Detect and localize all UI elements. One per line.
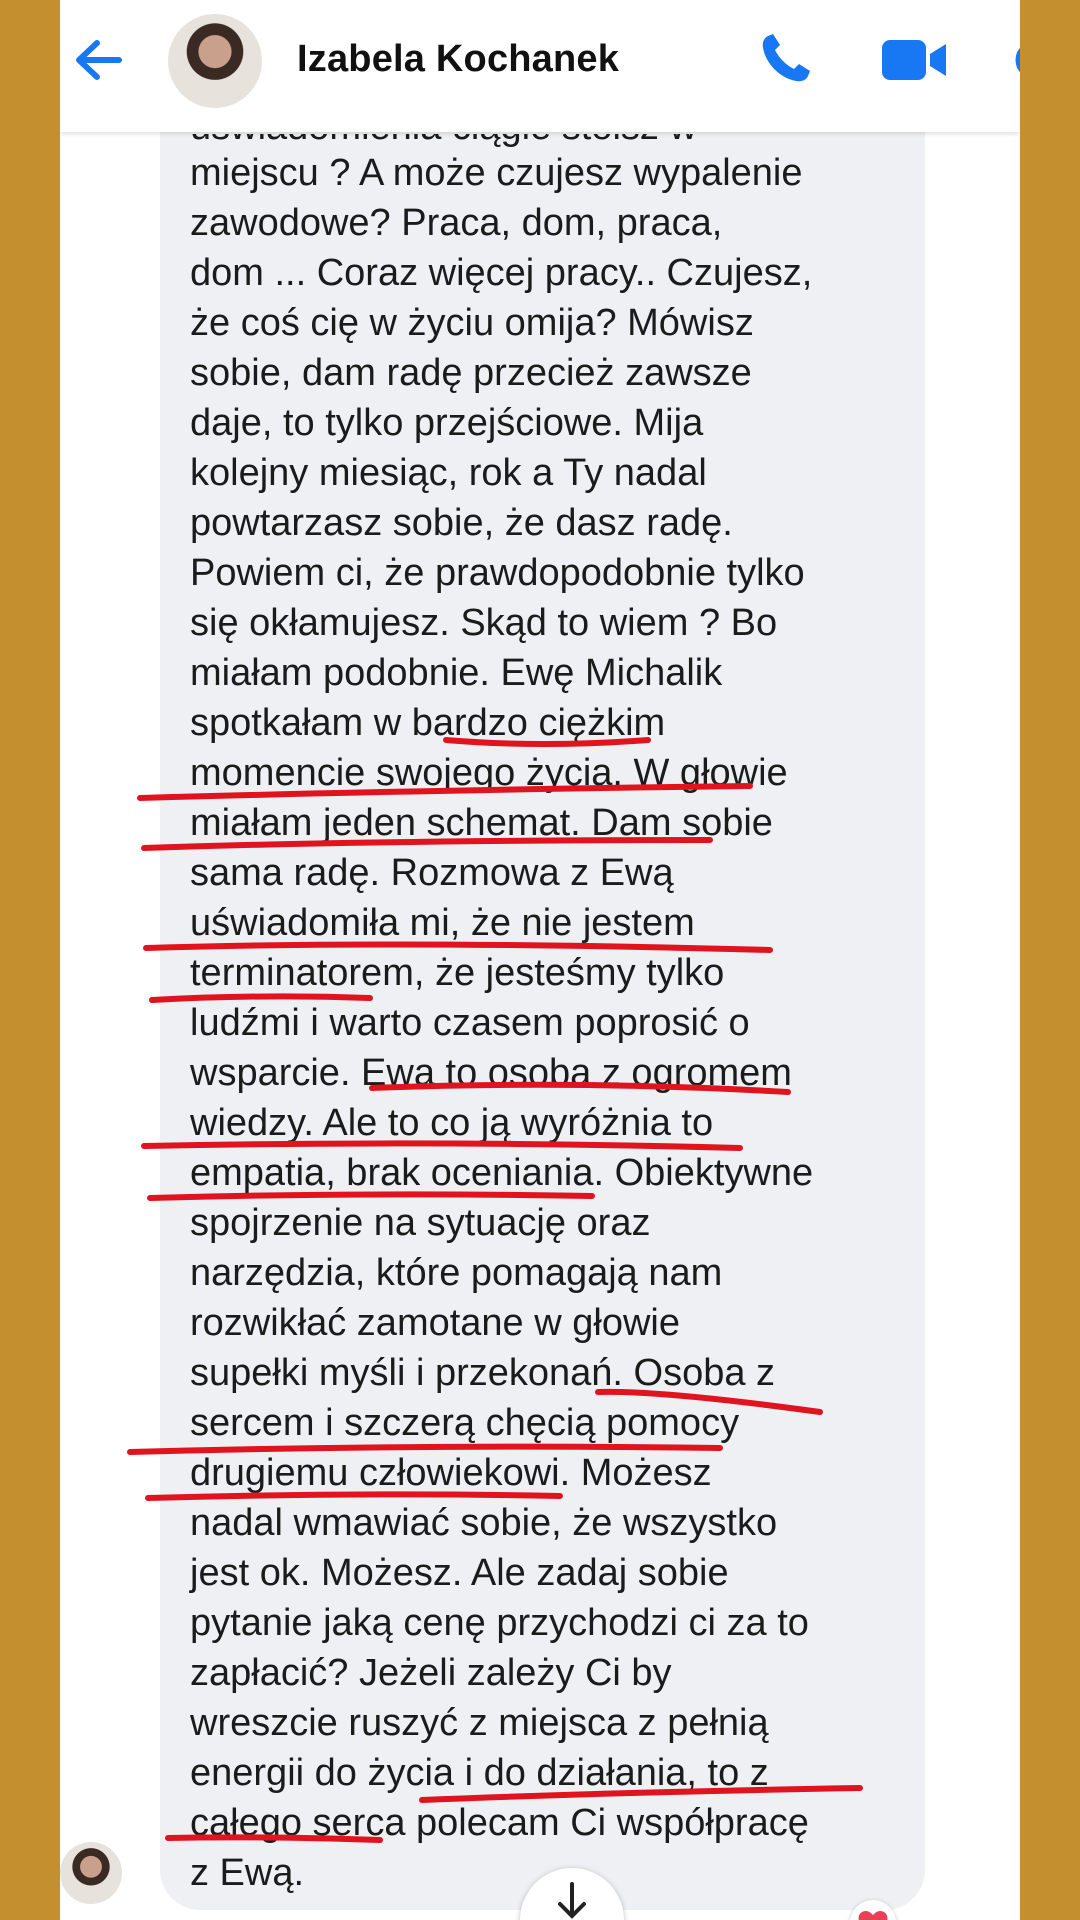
message-line: zapłacić? Jeżeli zależy Ci by	[190, 1652, 672, 1694]
reaction-badge[interactable]	[850, 1900, 896, 1920]
message-line: kolejny miesiąc, rok a Ty nadal	[190, 452, 707, 494]
message-line: ludźmi i warto czasem poprosić o	[190, 1002, 750, 1044]
video-call-button[interactable]	[880, 34, 950, 86]
message-line: jest ok. Możesz. Ale zadaj sobie	[190, 1552, 729, 1594]
arrow-down-icon	[552, 1880, 592, 1920]
message-line: z Ewą.	[190, 1852, 305, 1894]
message-line: że coś cię w życiu omija? Mówisz	[190, 302, 754, 344]
message-line: supełki myśli i przekonań. Osoba z	[190, 1352, 776, 1394]
message-line: miałam jeden schemat. Dam sobie	[190, 802, 773, 844]
message-line: wreszcie ruszyć z miejsca z pełnią	[190, 1702, 769, 1744]
info-button[interactable]	[1004, 40, 1020, 80]
message-line: nadal wmawiać sobie, że wszystko	[190, 1502, 778, 1544]
message-line: wiedzy. Ale to co ją wyróżnia to	[190, 1102, 714, 1144]
message-line: pytanie jaką cenę przychodzi ci za to	[190, 1602, 809, 1644]
message-line: sama radę. Rozmowa z Ewą	[190, 852, 674, 894]
info-icon	[1004, 40, 1020, 80]
contact-name[interactable]: Izabela Kochanek	[297, 38, 620, 80]
message-line: energii do życia i do działania, to z	[190, 1752, 769, 1794]
message-line: uświadomiła mi, że nie jestem	[190, 902, 695, 944]
message-line: daje, to tylko przejściowe. Mija	[190, 402, 704, 444]
arrow-left-icon	[73, 38, 123, 82]
message-line: sercem i szczerą chęcią pomocy	[190, 1402, 740, 1444]
message-line: spotkałam w bardzo ciężkim	[190, 702, 666, 744]
message-line: spojrzenie na sytuację oraz	[190, 1202, 651, 1244]
message-line: rozwikłać zamotane w głowie	[190, 1302, 680, 1344]
message-line: momencie swojego życia. W głowie	[190, 752, 788, 794]
message-line: miałam podobnie. Ewę Michalik	[190, 652, 723, 694]
message-line: sobie, dam radę przecież zawsze	[190, 352, 752, 394]
message-line: dom ... Coraz więcej pracy.. Czujesz,	[190, 252, 813, 294]
message-line: całego serca polecam Ci współpracę	[190, 1802, 809, 1844]
message-line: empatia, brak oceniania. Obiektywne	[190, 1152, 814, 1194]
heart-icon	[850, 1900, 896, 1920]
back-button[interactable]	[68, 30, 128, 90]
message-line: narzędzia, które pomagają nam	[190, 1252, 723, 1294]
message-line: miejscu ? A może czujesz wypalenie	[190, 152, 803, 194]
message-line: Powiem ci, że prawdopodobnie tylko	[190, 552, 805, 594]
message-line: wsparcie. Ewa to osoba z ogromem	[190, 1052, 792, 1094]
chat-header	[60, 0, 1020, 132]
message-line: terminatorem, że jesteśmy tylko	[190, 952, 725, 994]
chat-screen	[60, 0, 1020, 1920]
contact-avatar[interactable]	[168, 14, 262, 108]
message-line: drugiemu człowiekowi. Możesz	[190, 1452, 712, 1494]
message-line: powtarzasz sobie, że dasz radę.	[190, 502, 733, 544]
message-line: zawodowe? Praca, dom, praca,	[190, 202, 723, 244]
phone-icon	[754, 30, 814, 90]
message-text[interactable]	[190, 148, 930, 1898]
message-line: się okłamujesz. Skąd to wiem ? Bo	[190, 602, 778, 644]
sender-avatar	[60, 1842, 122, 1904]
voice-call-button[interactable]	[754, 30, 814, 90]
video-camera-icon	[880, 34, 950, 86]
